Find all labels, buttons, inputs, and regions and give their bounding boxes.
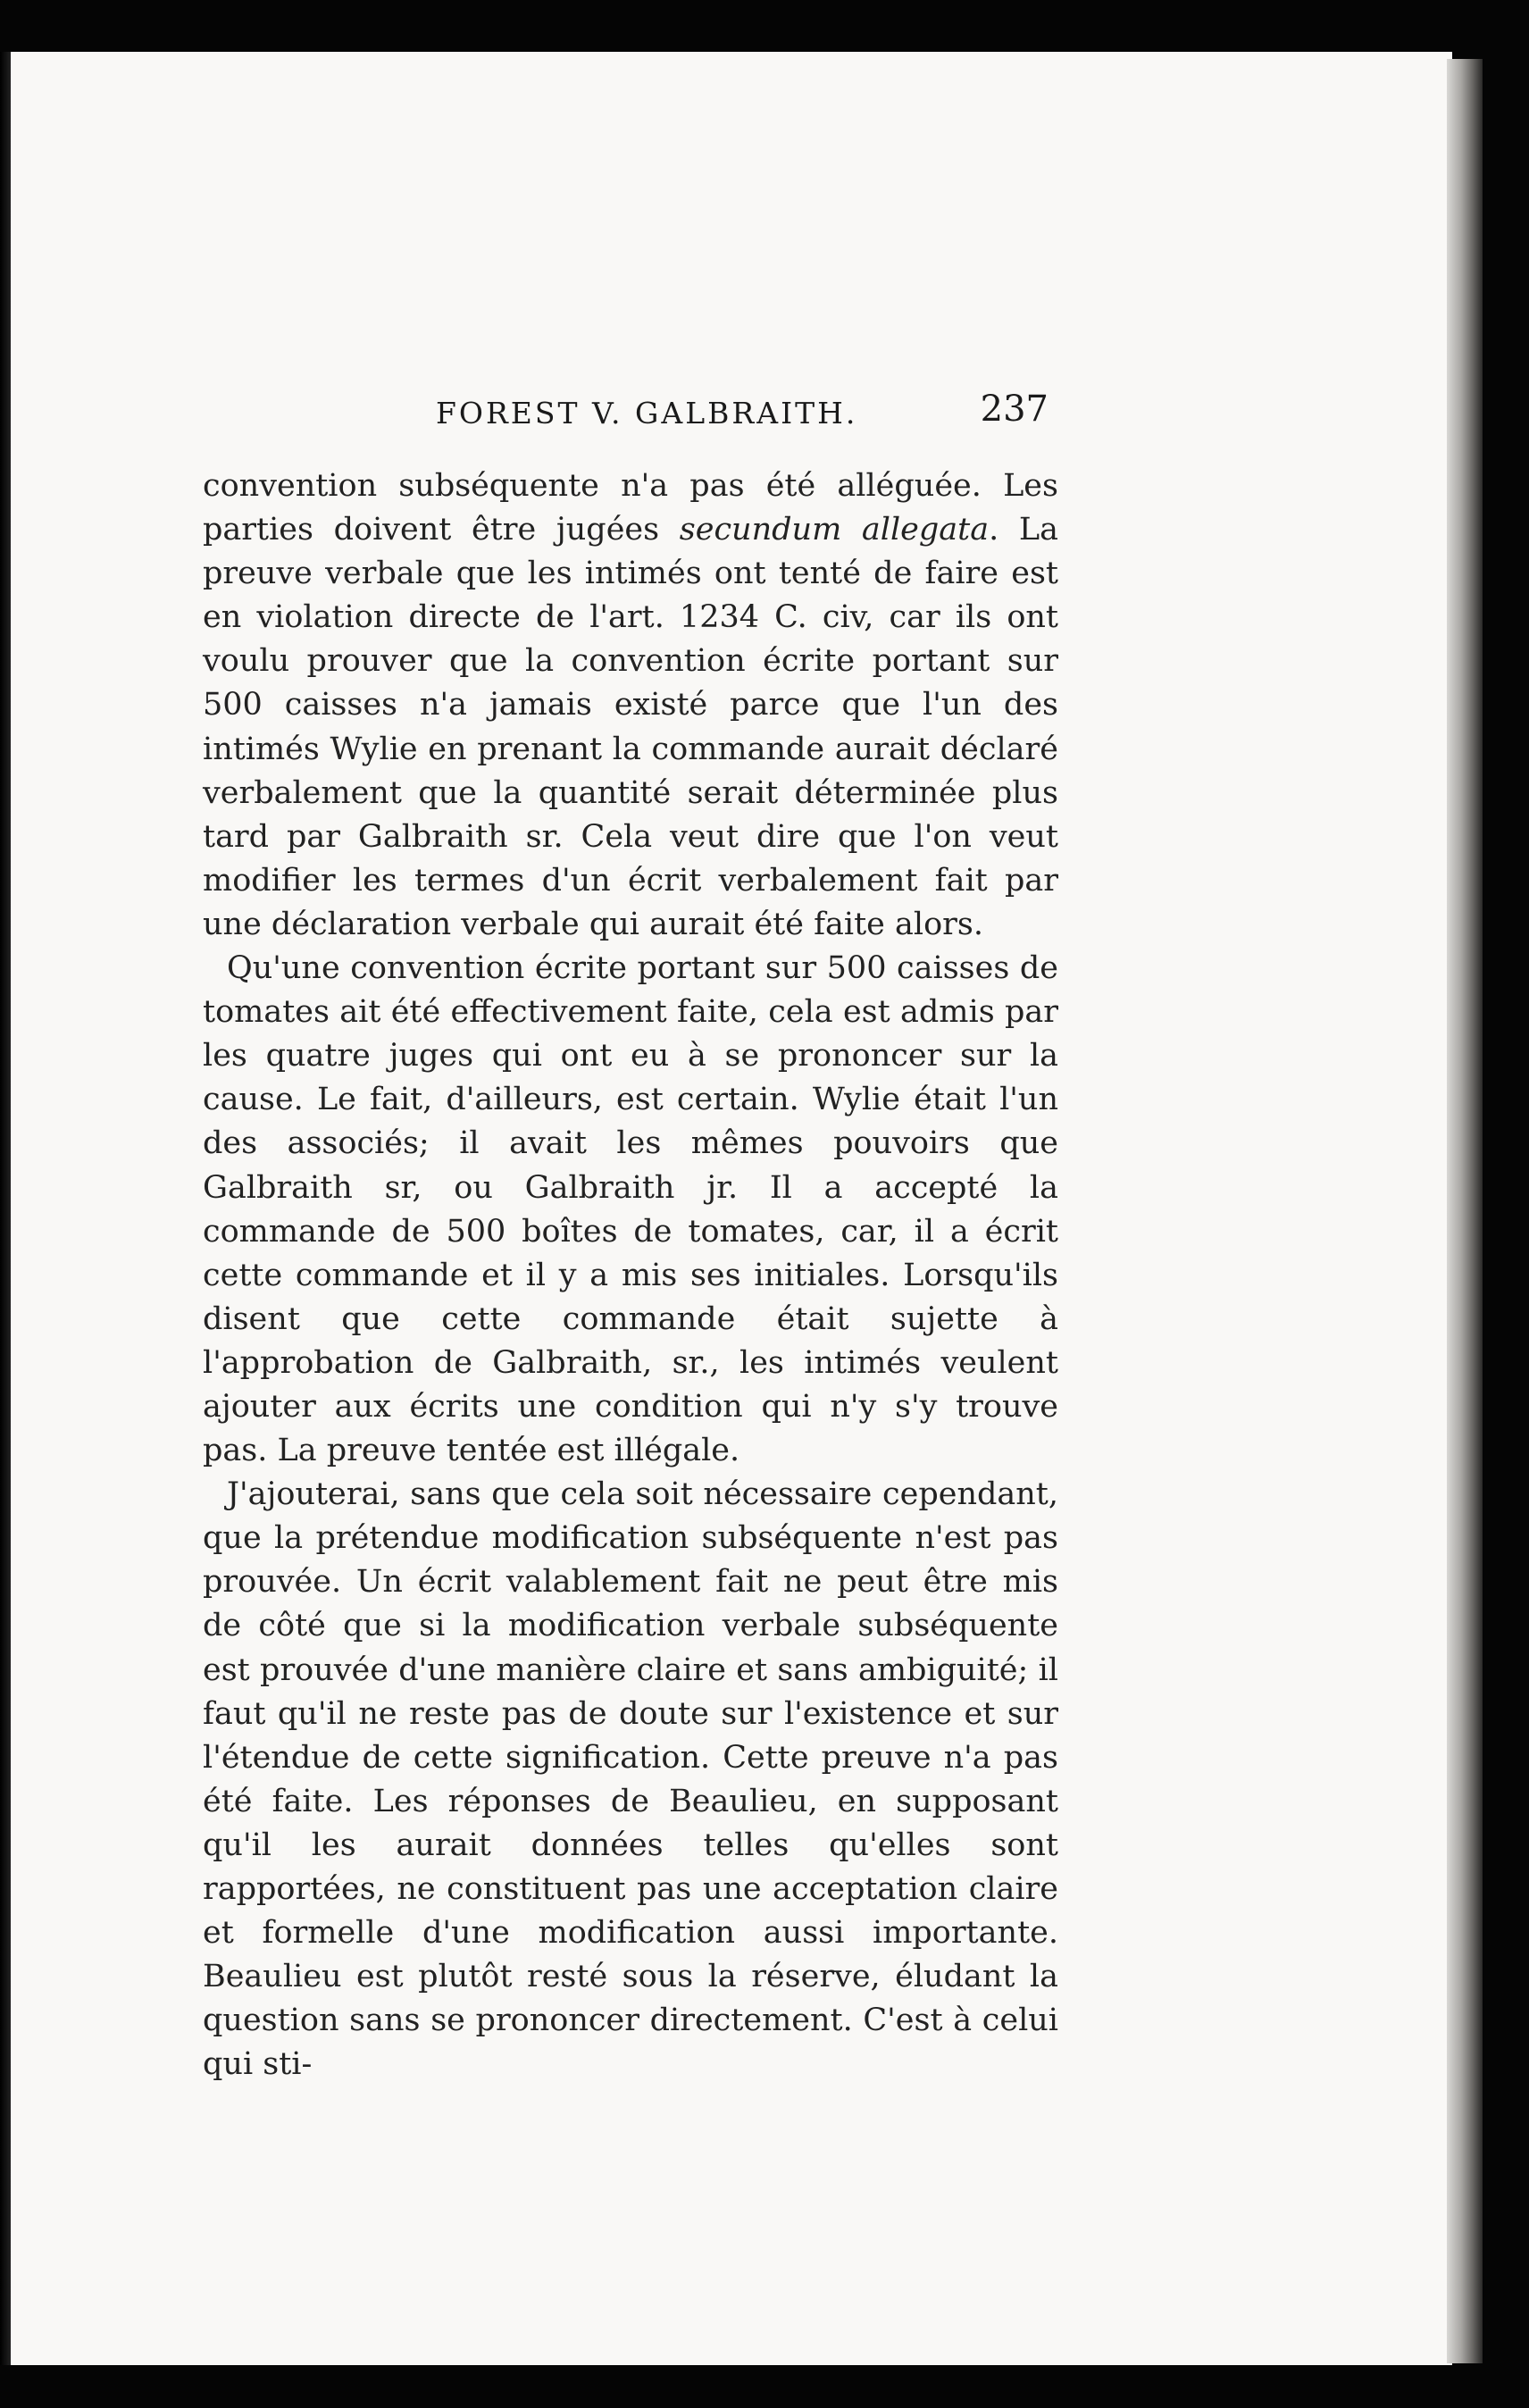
paragraph-1-continuation: . La preuve verbale que les intimés ont tenté de faire est en violation directe de l'art. 1234 C. civ, car ils ont voulu prouver que la convention écrite portant sur 500 caisses n'a jamais existé parce que l'un des intimés Wylie en prenant la commande aurait déclaré verbalement que la quantité serait déterminée plus tard par Galbraith sr. Cela veut dire que l'on veut modifier les termes d'un écrit verbalement fait par une déclaration verbale qui aurait été faite alors.: [203, 512, 1058, 942]
binding-shadow: [0, 52, 11, 2365]
page-number: 237: [980, 389, 1049, 430]
latin-phrase: secundum allegata: [679, 512, 990, 548]
running-head: FOREST V. GALBRAITH.: [436, 396, 858, 431]
page-header: [207, 389, 1056, 442]
paragraph-1: [203, 464, 1058, 947]
paragraph-1-text: convention subséquente n'a pas été alléguée. Les parties doivent être jugées: [203, 468, 1058, 548]
body-text: [203, 464, 1058, 2086]
paragraph-2: Qu'une convention écrite portant sur 500 caisses de tomates ait été effectivement faite, cela est admis par les quatre juges qui ont eu à se prononcer sur la cause. Le fait, d'ailleurs, est certain. Wylie était l'un des associés; il avait les mêmes pouvoirs que Galbraith sr, ou Galbraith jr. Il a accepté la commande de 500 boîtes de tomates, car, il a écrit cette commande et il y a mis ses initiales. Lorsqu'ils disent que cette commande était sujette à l'approbation de Galbraith, sr., les intimés veulent ajouter aux écrits une condition qui n'y s'y trouve pas. La preuve tentée est illégale.: [203, 950, 1058, 1469]
paragraph-3: J'ajouterai, sans que cela soit nécessaire cependant, que la prétendue modification subséquente n'est pas prouvée. Un écrit valablement fait ne peut être mis de côté que si la modification verbale subséquente est prouvée d'une manière claire et sans ambiguité; il faut qu'il ne reste pas de doute sur l'existence et sur l'étendue de cette signification. Cette preuve n'a pas été faite. Les réponses de Beaulieu, en supposant qu'il les aurait données telles qu'elles sont rapportées, ne constituent pas une acceptation claire et formelle d'une modification aussi importante. Beaulieu est plutôt resté sous la réserve, éludant la question sans se prononcer directement. C'est à celui qui sti-: [203, 1476, 1058, 2083]
page-edge-shadow: [1447, 59, 1483, 2363]
